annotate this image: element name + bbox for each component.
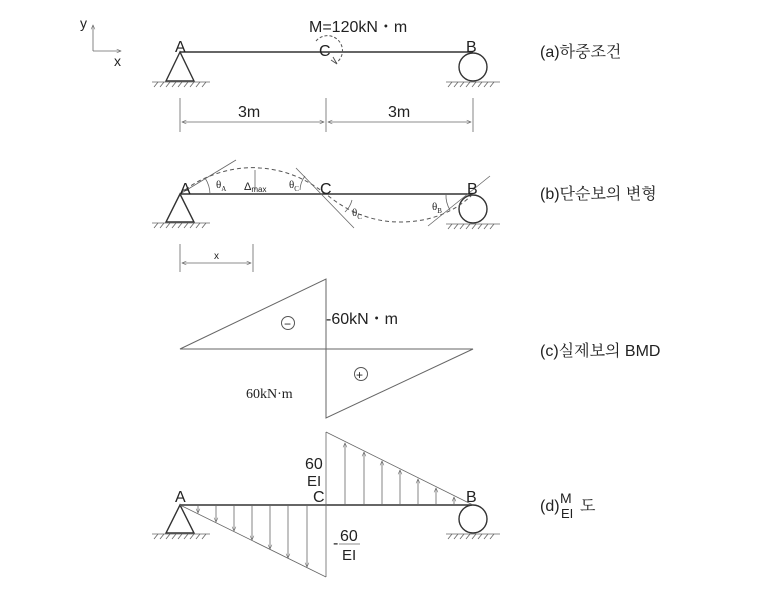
downward-load-arrows [198,505,307,567]
theta-b-label: $\theta_B$ [432,201,442,215]
bmd-positive-region [326,349,473,418]
ground-hatch-a [154,82,206,87]
node-a-label-b: A [180,181,191,198]
svg-text:EI: EI [561,506,574,521]
sign-negative: − [284,317,292,331]
node-a-label-d: A [175,489,186,506]
panel-a-load-condition [152,19,621,132]
panel-b-deformation [152,160,657,272]
node-a-label: A [175,39,186,56]
caption-c: (c)실제보의 BMD [540,343,661,360]
theta-c-right-label: $\theta_C$ [352,207,362,221]
x-axis-label: x [114,53,121,69]
svg-text:도: 도 [580,498,596,515]
dim-right-label: 3m [388,104,411,121]
moment-label: M=120kN・m [309,19,408,36]
node-b-label: B [466,39,477,56]
ground-hatch-b [448,82,494,87]
pin-support-b-a [166,194,194,222]
node-c-label-b: C [320,181,332,198]
bot-fraction-den: EI [342,547,357,564]
svg-text:(d): (d) [540,498,560,515]
bot-fraction-num: 60 [340,528,358,545]
load-bottom-edge [180,505,326,577]
node-b-label-b: B [467,181,478,198]
theta-a-label: $\theta_A$ [216,179,227,193]
bmd-top-label: -60kN・m [326,311,399,328]
caption-d [540,490,596,521]
y-axis-label: y [80,15,87,31]
node-c-label: C [319,43,331,60]
svg-text:M: M [560,490,572,506]
pin-support-a [166,52,194,81]
bmd-bottom-label: 60kN·m [246,387,293,402]
caption-b: (b)단순보의 변형 [540,186,657,203]
load-top-edge [326,432,473,505]
roller-support-d-b [459,505,487,533]
delta-max-label: Δmax [244,181,267,194]
pin-support-d-a [166,505,194,533]
sign-positive: + [356,368,364,382]
panel-d-m-over-ei [152,432,596,577]
theta-c-left-label: $\theta_C$ [289,179,299,193]
roller-support-b [459,53,487,81]
dim-x-label: x [214,251,219,262]
roller-support-b-b [459,195,487,223]
bmd-negative-region [180,279,326,349]
node-c-label-d: C [313,489,325,506]
top-fraction-den: EI [307,473,322,490]
upward-load-arrows [345,443,454,505]
panel-c-bmd [180,279,660,418]
coordinate-axes [80,15,121,69]
bot-fraction-sign: - [333,535,339,552]
top-fraction-num: 60 [305,456,323,473]
node-b-label-d: B [466,489,477,506]
dim-left-label: 3m [238,104,261,121]
caption-a: (a)하중조건 [540,44,622,61]
